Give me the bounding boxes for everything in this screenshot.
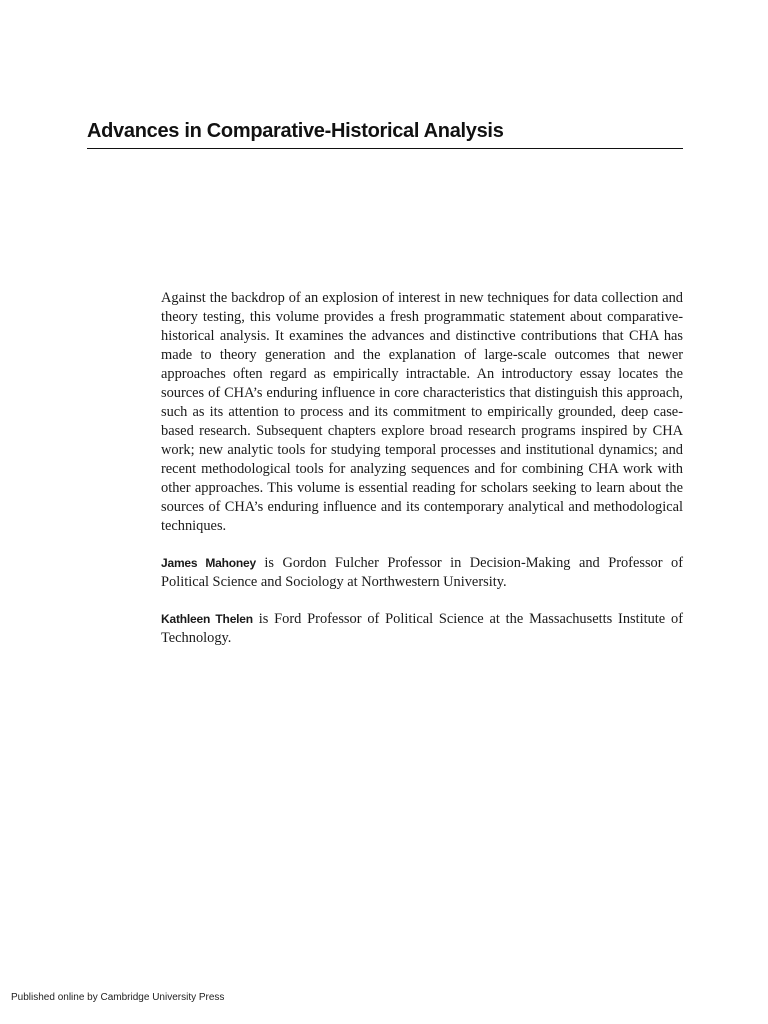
- abstract-paragraph: Against the backdrop of an explosion of interest in new techniques for data collection and theory testing, this volume provides a fresh programmatic statement about comparative-historical analysis. It examines the advances and distinctive contributions that CHA has made to theory generation and the explanation of large-scale outcomes that newer approaches often regard as empirically intractable. An introductory essay locates the sources of CHA’s enduring influence in core characteristics that distinguish this approach, such as its attention to process and its commitment to empirically grounded, deep case-based research. Subsequent chapters explore broad research programs inspired by CHA work; new analytic tools for studying temporal processes and institutional dynamics; and recent methodological tools for analyzing sequences and for combining CHA work with other approaches. This volume is essential reading for scholars seeking to learn about the sources of CHA’s enduring influence and its contemporary analytical and methodological techniques.: [161, 290, 683, 534]
- author-name: Kathleen Thelen: [161, 612, 253, 626]
- author-bio-text: is Gordon Fulcher Professor in Decision-Making and Professor of Political Science and Sociology at Northwestern University.: [161, 555, 683, 590]
- book-title: Advances in Comparative-Historical Analysis: [87, 120, 504, 142]
- book-description: [161, 289, 683, 666]
- author-name: James Mahoney: [161, 556, 256, 570]
- author-bio-mahoney: [161, 554, 683, 592]
- author-bio-text: is Ford Professor of Political Science at the Massachusetts Institute of Technology.: [161, 611, 683, 646]
- publisher-footer: Published online by Cambridge University Press: [11, 992, 225, 1003]
- title-divider: [87, 148, 683, 149]
- author-bio-thelen: [161, 610, 683, 648]
